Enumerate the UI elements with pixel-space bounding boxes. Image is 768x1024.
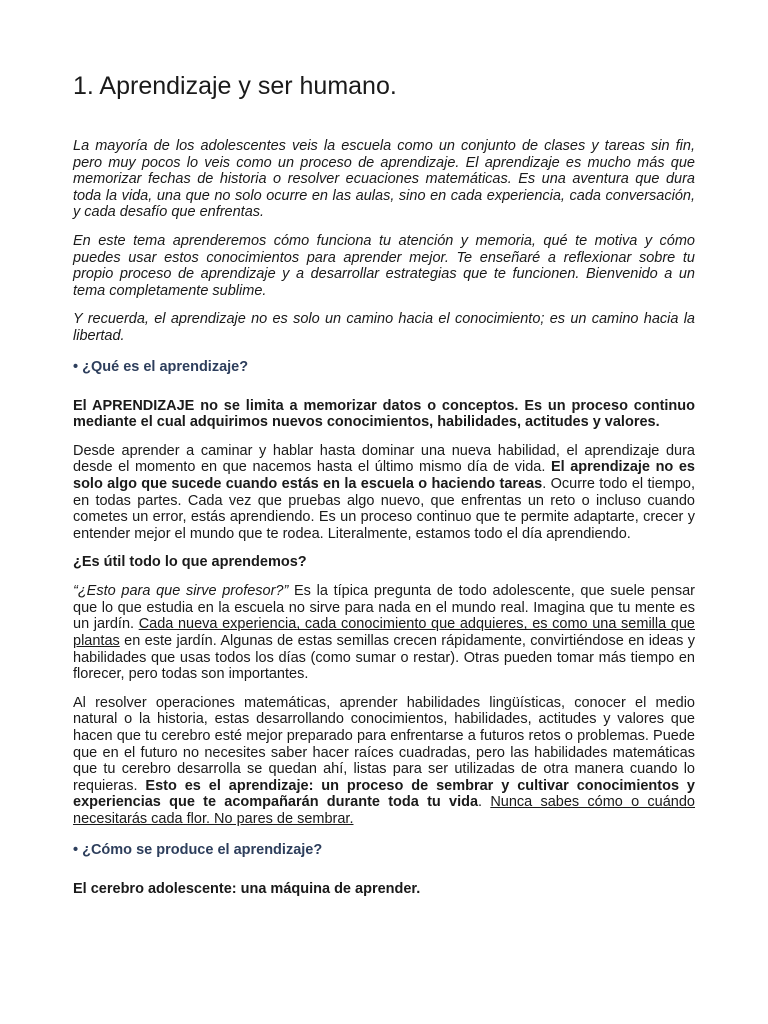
garden-paragraph-quote: “¿Esto para que sirve profesor?” [73, 583, 289, 600]
learning-paragraph-bold: El aprendizaje no es solo algo que sucede cuando estás en la escuela o haciendo tareas [73, 459, 695, 492]
learning-paragraph-text-b: . Ocurre todo el tiempo, en todas partes. Cada vez que pruebas algo nuevo, que enfrentas un reto o incluso cuando cometes un error, estás aprendiendo. Es un proceso continuo que te permite adaptarte, crecer y entender mejor el mundo que te rodea. Literalmente, estamos todo el día aprendiendo. [73, 475, 696, 542]
garden-paragraph [73, 583, 695, 683]
intro-paragraph-1: La mayoría de los adolescentes veis la escuela como un conjunto de clases y tareas sin fin, pero muy pocos lo veis como un proceso de aprendizaje. El aprendizaje es mucho más que memorizar fechas de historia o resolver ecuaciones matemáticas. Es una aventura que dura toda la vida, una que no solo ocurre en las aulas, sino en cada experiencia, cada conversación, y cada desafío que enfrentas. [73, 138, 695, 221]
intro-paragraph-3: Y recuerda, el aprendizaje no es solo un camino hacia el conocimiento; es un camino hacia la libertad. [73, 311, 695, 344]
page-title: 1. Aprendizaje y ser humano. [73, 72, 397, 100]
learning-definition: El APRENDIZAJE no se limita a memorizar datos o conceptos. Es un proceso continuo mediante el cual adquirimos nuevos conocimientos, habilidades, actitudes y valores. [73, 397, 695, 431]
learning-paragraph [73, 443, 695, 543]
garden-paragraph-text-a: Es la típica pregunta de todo adolescente, que suele pensar que lo que estudia en la escuela no sirve para nada en el mundo real. Imagina que tu mente es un jardín. [73, 583, 695, 633]
section-heading-is-useful: ¿Es útil todo lo que aprendemos? [73, 554, 307, 571]
skills-paragraph-text-a: Al resolver operaciones matemáticas, aprender habilidades lingüísticas, conocer el medio natural o la historia, estas desarrollando conocimientos, habilidades, actitudes y valores que hacen que tu cerebro esté mejor preparado para enfrentarse a futuros retos o problemas. Puede que en el futuro no necesites saber hacer raíces cuadradas, pero las habilidades matemáticas que tu cerebro desarrolla se quedan ahí, listas para ser utilizadas de otra manera cuando lo requieras. [73, 694, 695, 794]
subheading-teen-brain: El cerebro adolescente: una máquina de aprender. [73, 880, 421, 897]
skills-paragraph-bold: Esto es el aprendizaje: un proceso de sembrar y cultivar conocimientos y experiencias que te acompañarán durante toda tu vida [73, 777, 695, 811]
learning-paragraph-text-a: Desde aprender a caminar y hablar hasta dominar una nueva habilidad, el aprendizaje dura desde el momento en que nacemos hasta el último mismo día de vida. [73, 442, 695, 476]
garden-paragraph-text-b: en este jardín. Algunas de estas semillas crecen rápidamente, convirtiéndose en ideas y habilidades que usas todos los días (como sumar o restar). Otras pueden tomar más tiempo en florecer, pero todas son importantes. [73, 633, 695, 683]
section-heading-how-learning-happens: • ¿Cómo se produce el aprendizaje? [73, 841, 323, 858]
section-heading-what-is-learning: • ¿Qué es el aprendizaje? [73, 358, 249, 375]
skills-paragraph-underline: Nunca sabes cómo o cuándo necesitarás cada flor. No pares de sembrar. [73, 794, 695, 827]
skills-paragraph-dot: . [478, 794, 491, 811]
intro-paragraph-2: En este tema aprenderemos cómo funciona tu atención y memoria, qué te motiva y cómo puedes usar estos conocimientos para aprender mejor. Te enseñaré a reflexionar sobre tu propio proceso de aprendizaje y a desarrollar estrategias que te funcionen. Bienvenido a un tema completamente sublime. [73, 232, 695, 299]
skills-paragraph [73, 695, 695, 828]
garden-paragraph-underline: Cada nueva experiencia, cada conocimiento que adquieres, es como una semilla que plantas [73, 616, 695, 650]
document-page [73, 70, 695, 910]
